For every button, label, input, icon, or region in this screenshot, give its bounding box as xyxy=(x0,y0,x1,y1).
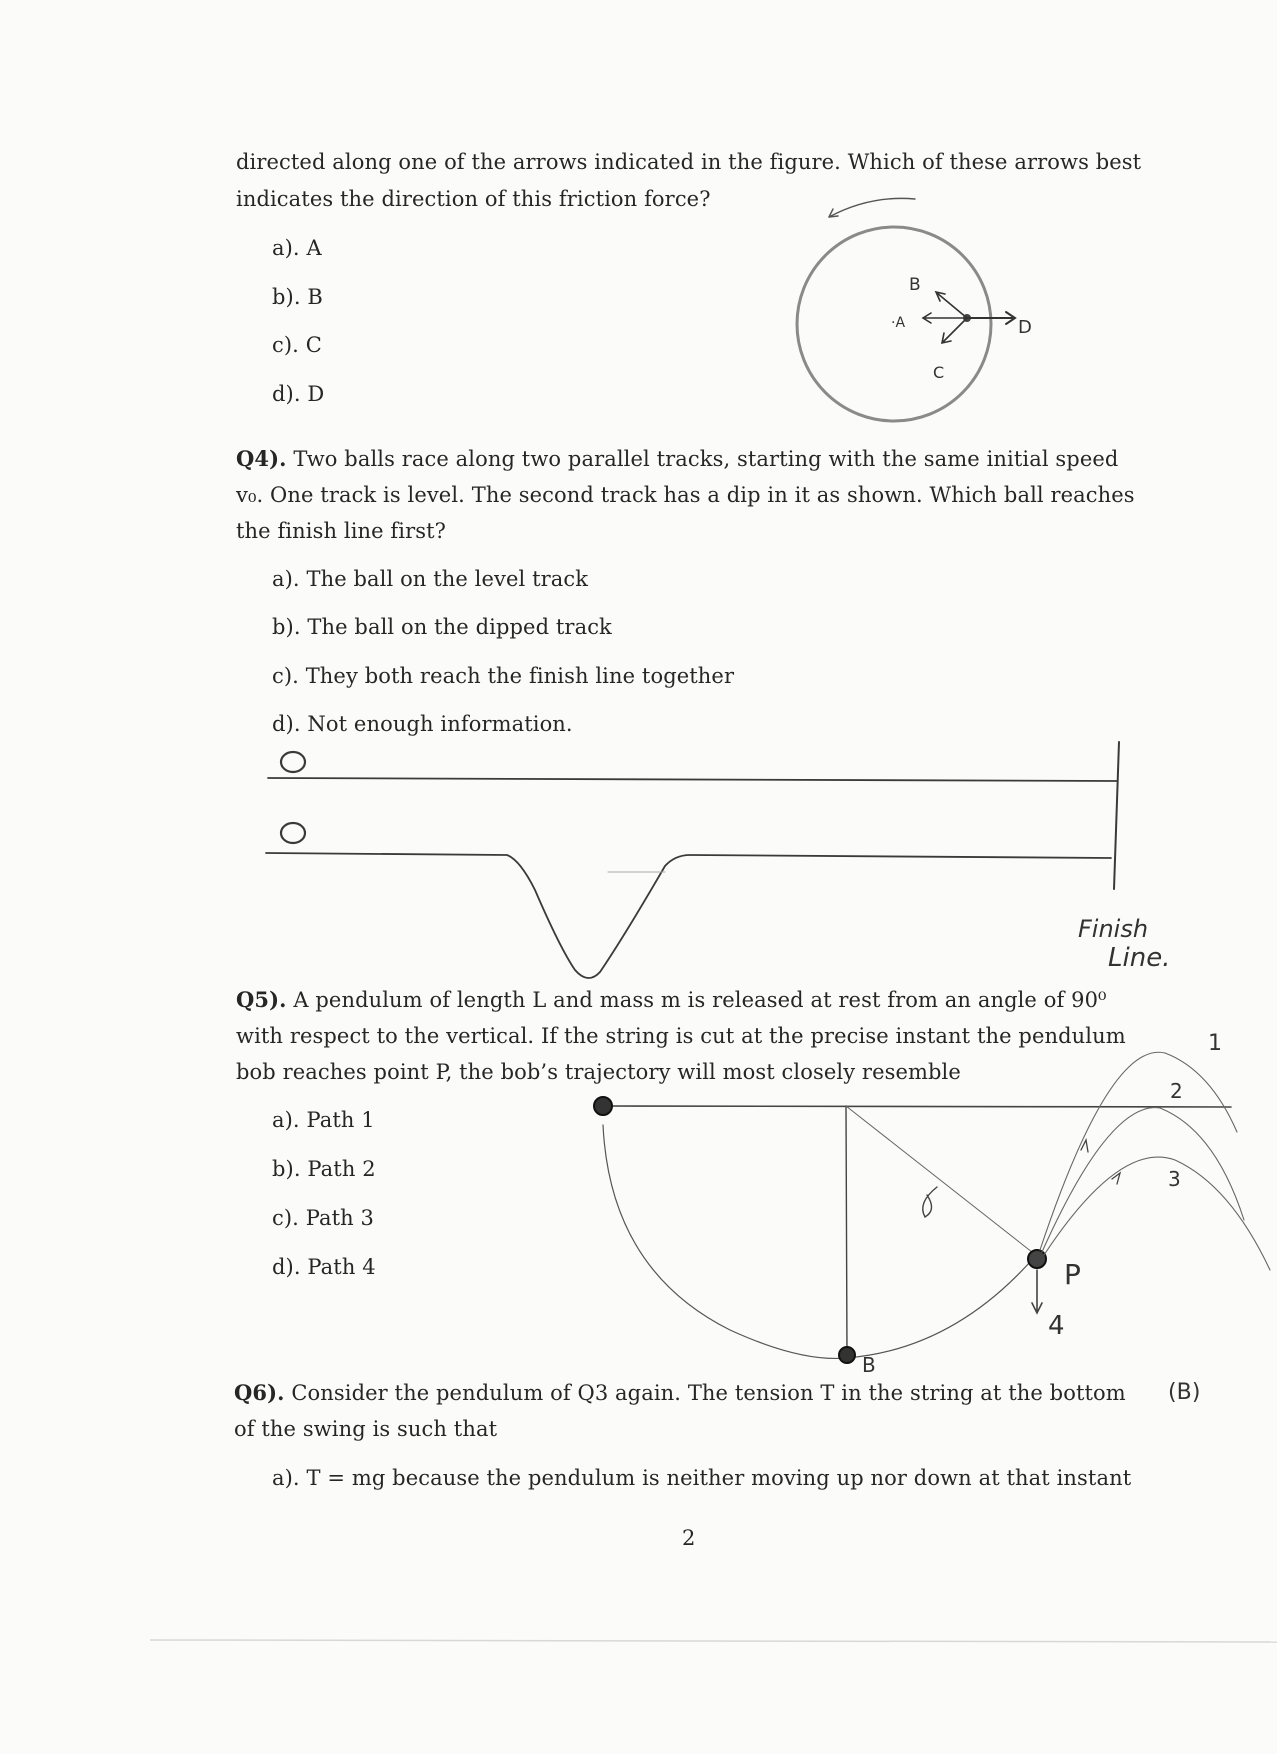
path-2-label: 2 xyxy=(1170,1079,1183,1103)
label-d: D xyxy=(1018,317,1032,338)
path-3-label: 3 xyxy=(1168,1167,1181,1191)
finish-line xyxy=(1114,742,1119,889)
q4-option-d: d). Not enough information. xyxy=(272,712,573,736)
q5-option-c: c). Path 3 xyxy=(272,1206,375,1230)
finish-label-2: Line. xyxy=(1108,943,1171,973)
q6-handwritten-answer: (B) xyxy=(1168,1380,1201,1405)
theta-symbol xyxy=(923,1187,937,1217)
q5-pendulum-figure xyxy=(594,1052,1270,1363)
ball-dipped-track xyxy=(281,823,305,843)
ceiling-line xyxy=(603,1106,1231,1107)
ball-level-track xyxy=(281,752,305,772)
swing-arc xyxy=(603,1125,1030,1358)
path-3 xyxy=(1044,1157,1270,1270)
label-b: B xyxy=(909,275,921,295)
q4-text-line2: v₀. One track is level. The second track has a dip in it as shown. Which ball reaches xyxy=(236,483,1135,507)
page-number: 2 xyxy=(682,1526,696,1550)
q4-number: Q4). xyxy=(236,446,287,471)
label-a: ·A xyxy=(891,315,906,331)
q6-option-a: a). T = mg because the pendulum is neither moving up nor down at that instant xyxy=(272,1466,1132,1490)
q5-option-b: b). Path 2 xyxy=(272,1157,376,1181)
q5-text-line2: with respect to the vertical. If the string is cut at the precise instant the pendulum xyxy=(236,1024,1126,1048)
arrow-c xyxy=(942,318,967,343)
finish-label-1: Finish xyxy=(1078,915,1149,943)
rotation-arrow-arc xyxy=(829,198,915,217)
q3-text-line2: indicates the direction of this friction force? xyxy=(236,187,711,211)
q4-option-b: b). The ball on the dipped track xyxy=(272,615,612,639)
q4-tracks-figure xyxy=(266,742,1119,978)
bob-start xyxy=(594,1097,612,1115)
path-4 xyxy=(1032,1270,1042,1313)
q3-option-a: a). A xyxy=(272,236,322,260)
q3-disk-figure xyxy=(797,198,1015,421)
dipped-track xyxy=(266,853,1111,978)
q3-option-c: c). C xyxy=(272,333,322,357)
arrow-b xyxy=(936,292,967,318)
bob-bottom xyxy=(839,1347,855,1363)
q5-text-line3: bob reaches point P, the bob’s trajectory will most closely resemble xyxy=(236,1060,961,1084)
q5-option-d: d). Path 4 xyxy=(272,1255,376,1279)
q4-option-a: a). The ball on the level track xyxy=(272,567,589,591)
q3-text-line1: directed along one of the arrows indicated in the figure. Which of these arrows best xyxy=(236,150,1142,174)
level-track xyxy=(268,778,1117,781)
q6-line1-body: Consider the pendulum of Q3 again. The tension T in the string at the bottom xyxy=(284,1381,1126,1405)
label-c: C xyxy=(933,363,945,382)
path-2 xyxy=(1042,1108,1244,1252)
q5-number: Q5). xyxy=(236,987,287,1012)
bob-point-p xyxy=(1028,1250,1046,1268)
point-p-label: P xyxy=(1064,1258,1081,1291)
q3-option-b: b). B xyxy=(272,285,323,309)
q4-line1-body: Two balls race along two parallel tracks, starting with the same initial speed xyxy=(286,447,1119,471)
string-to-p xyxy=(846,1106,1037,1256)
bottom-b-label: B xyxy=(862,1353,876,1377)
q3-option-d: d). D xyxy=(272,382,325,406)
path-4-label: 4 xyxy=(1048,1311,1065,1341)
q4-text-line3: the finish line first? xyxy=(236,519,447,543)
q5-option-a: a). Path 1 xyxy=(272,1108,375,1132)
q4-option-c: c). They both reach the finish line together xyxy=(272,664,735,688)
q5-line1-body: A pendulum of length L and mass m is released at rest from an angle of 90⁰ xyxy=(286,988,1107,1012)
scan-artifact-line xyxy=(150,1640,1277,1642)
path-1-label: 1 xyxy=(1208,1031,1222,1056)
q6-number: Q6). xyxy=(234,1380,285,1405)
vertical-string xyxy=(846,1106,847,1355)
arrow-a xyxy=(923,313,967,323)
q6-text-line2: of the swing is such that xyxy=(234,1417,498,1441)
path-1 xyxy=(1040,1052,1237,1250)
